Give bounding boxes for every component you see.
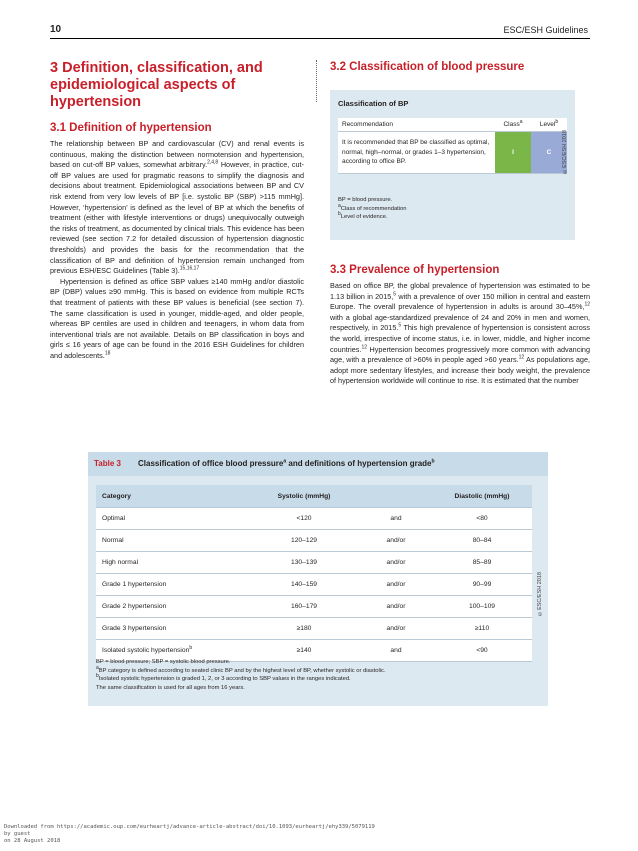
prevalence-section [330, 263, 590, 387]
cell-systolic: 130–139 [248, 552, 360, 574]
right-column [330, 60, 590, 78]
recommendation-box [330, 90, 575, 240]
column-separator [316, 60, 317, 102]
cell-category: High normal [96, 552, 248, 574]
cell-diastolic: 100–109 [432, 596, 532, 618]
table-row [96, 596, 532, 618]
table-3-label: Table 3 [94, 459, 121, 468]
cell-category: Grade 2 hypertension [96, 596, 248, 618]
cell-diastolic: 90–99 [432, 574, 532, 596]
journal-running-head: ESC/ESH Guidelines [503, 25, 588, 35]
header-rule [50, 38, 590, 39]
section-3-title: 3 Definition, classification, and epidemiological aspects of hypertension [50, 60, 263, 110]
recommendation-copyright: ©ESC/ESH 2018 [562, 130, 568, 174]
table-3 [88, 452, 548, 706]
table-row [96, 530, 532, 552]
table-header-row [96, 485, 532, 508]
cell-diastolic: ≥110 [432, 618, 532, 640]
cell-systolic: 160–179 [248, 596, 360, 618]
cell-category: Grade 1 hypertension [96, 574, 248, 596]
cell-connector: and/or [360, 552, 432, 574]
table-row [96, 618, 532, 640]
left-column [50, 60, 304, 361]
recommendation-table [338, 118, 567, 174]
cell-category: Optimal [96, 508, 248, 530]
section-3-2-title: 3.2 Classification of blood pressure [330, 61, 525, 73]
table-3-header [88, 452, 548, 476]
cell-diastolic: <90 [432, 640, 532, 662]
paragraph-threshold: Hypertension is defined as office SBP values ≥140 mmHg and/or diastolic BP (DBP) values ≥90 mmHg. This is based on evidence from multiple RCTs that treatment of patients with these BP values is beneficial (see section 7). The same classification is used in younger, middle-aged, and older people, whereas BP centiles are used in children and teenagers, in whom data from interventional trials are not available. Details on BP classification in boys and girls ≤ 16 years of age can be found in the 2016 ESH Guidelines for children and adolescents.$^{18}$ [50, 276, 304, 360]
cell-connector: and/or [360, 530, 432, 552]
col-recommendation: Recommendation [338, 118, 495, 132]
class-value: I [495, 132, 531, 174]
page-number: 10 [50, 24, 62, 35]
cell-systolic: 120–129 [248, 530, 360, 552]
section-3-3-title: 3.3 Prevalence of hypertension [330, 264, 500, 276]
cell-systolic: ≥140 [248, 640, 360, 662]
cell-diastolic: <80 [432, 508, 532, 530]
paragraph-definition: The relationship between BP and cardiovascular (CV) and renal events is continuous, making the distinction between normotension and hypertension, based on cut-off BP values, somewhat arbitrary.$^{2,4,8}$ However, in practice, cut-off BP values are used for pragmatic reasons to simplify the diagnosis and decisions about treatment. Epidemiological associations between BP and CV risk extend from very low levels of BP [i.e. systolic BP (SBP) >115 mmHg]. However, ‘hypertension’ is defined as the level of BP at which the benefits of treatment (either with lifestyle interventions or drugs) unequivocally outweigh the risks of treatment, as documented by clinical trials. This evidence has been reviewed (see section 7.2 for detailed discussion of hypertension diagnostic thresholds) and provides the basis for the recommendation that the classification of BP and definition of hypertension remain unchanged from previous ESH/ESC Guidelines (Table 3).$^{15,16,17}$ [50, 139, 304, 276]
recommendation-text: It is recommended that BP be classified as optimal, normal, high–normal, or grades 1–3 hypertension, according to office BP. [338, 132, 495, 174]
table-row [96, 508, 532, 530]
col-level: Level$^b$ [531, 118, 567, 132]
cell-category: Grade 3 hypertension [96, 618, 248, 640]
table-row [96, 574, 532, 596]
cell-category: Normal [96, 530, 248, 552]
download-note: Downloaded from https://academic.oup.com/eurheartj/advance-article-abstract/doi/10.1093/eurheartj/ehy339/5079119 by guest on 28 August 2018 [4, 824, 375, 844]
table-row [96, 552, 532, 574]
table-3-title: Classification of office blood pressure$^a$ and definitions of hypertension grade$^b$ [138, 458, 435, 468]
level-value: C [531, 132, 567, 174]
cell-connector: and [360, 640, 432, 662]
table-3-footnotes: BP = blood pressure; SBP = systolic blood pressure. $^a$BP category is defined according to seated clinic BP and by the highest level of BP, whether systolic or diastolic. $^b$Isolated systolic hypertension is graded 1, 2, or 3 according to SBP values in the ranges indicated. The same classification is used for all ages from 16 years. [96, 659, 386, 691]
recommendation-box-title: Classification of BP [338, 99, 409, 108]
cell-diastolic: 80–84 [432, 530, 532, 552]
col-class: Class$^a$ [495, 118, 531, 132]
recommendation-footnotes: BP = blood pressure. $^a$Class of recommendation $^b$Level of evidence. [338, 197, 407, 220]
section-3-1-title: 3.1 Definition of hypertension [50, 122, 212, 134]
cell-systolic: 140–159 [248, 574, 360, 596]
cell-connector: and/or [360, 618, 432, 640]
cell-connector: and [360, 508, 432, 530]
header-connector [360, 485, 432, 508]
paragraph-prevalence: Based on office BP, the global prevalence of hypertension was estimated to be 1.13 billion in 2015,$^5$ with a prevalence of over 150 million in central and eastern Europe. The overall prevalence of hypertension in adults is around 30–45%,$^{12}$ with a global age-standardized prevalence of 24 and 20% in men and women, respectively, in 2015.$^5$ This high prevalence of hypertension is consistent across the world, irrespective of income status, i.e. in lower, middle, and higher income countries.$^{12}$ Hypertension becomes progressively more common with advancing age, with a prevalence of >60% in people aged >60 years.$^{12}$ As populations age, adopt more sedentary lifestyles, and increase their body weight, the prevalence of hypertension worldwide will continue to rise. It is estimated that the number [330, 281, 590, 386]
cell-systolic: <120 [248, 508, 360, 530]
cell-connector: and/or [360, 574, 432, 596]
cell-diastolic: 85–89 [432, 552, 532, 574]
cell-category: Isolated systolic hypertension$^b$ [96, 640, 248, 662]
header-category: Category [96, 485, 248, 508]
cell-connector: and/or [360, 596, 432, 618]
header-systolic: Systolic (mmHg) [248, 485, 360, 508]
table-3-copyright: ©ESC/ESH 2018 [537, 572, 543, 616]
table-3-grid [96, 485, 532, 662]
cell-systolic: ≥180 [248, 618, 360, 640]
header-diastolic: Diastolic (mmHg) [432, 485, 532, 508]
